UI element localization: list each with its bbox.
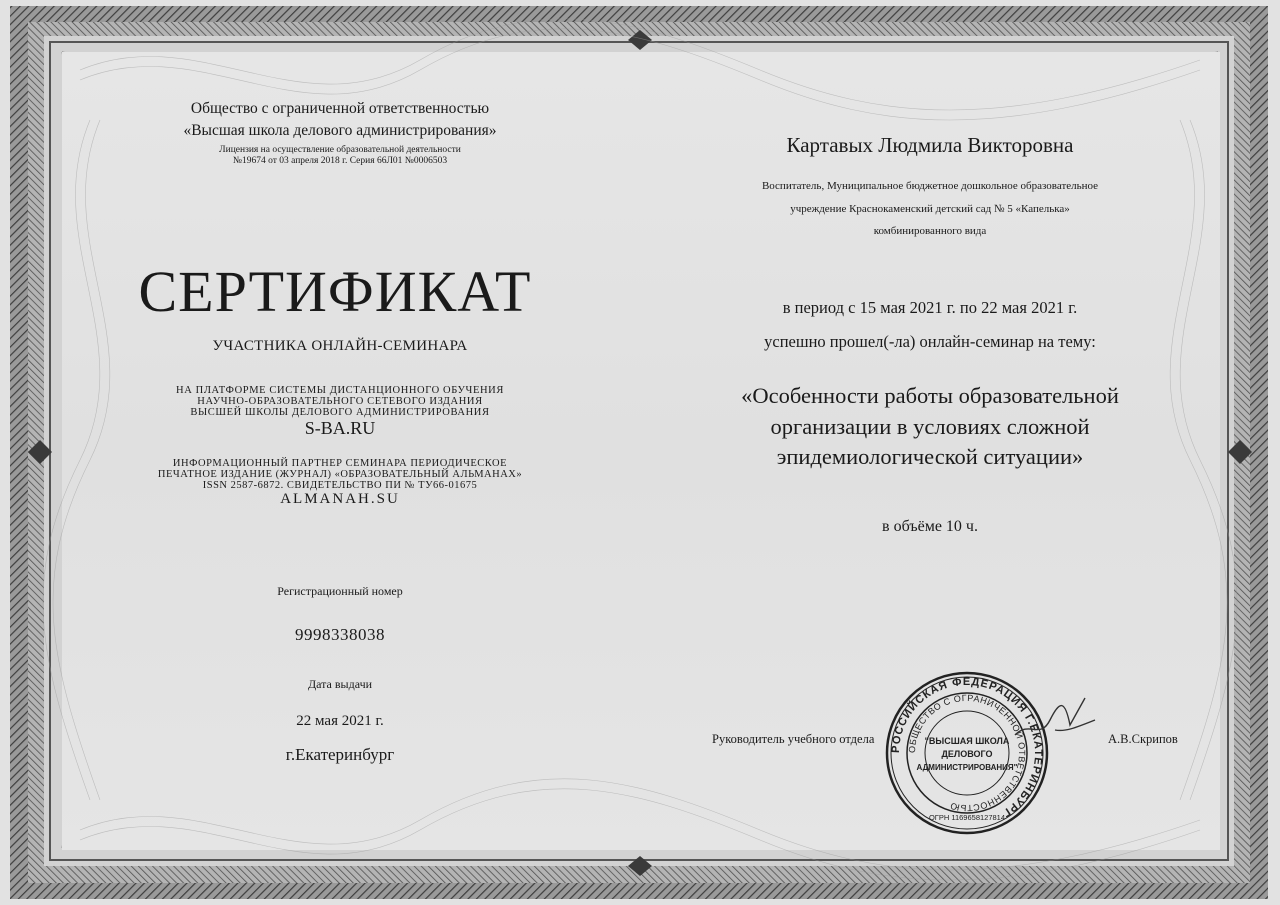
stamp-center-line-2: ДЕЛОВОГО (941, 749, 993, 759)
signatory-name: А.В.Скрипов (1108, 732, 1178, 746)
stamp-ogrn: ОГРН 1169658127814 (928, 813, 1006, 822)
registration-number: 9998338038 (295, 625, 385, 644)
recipient-position-line-3: комбинированного вида (873, 225, 987, 237)
issuer-line-1: Общество с ограниченной ответственностью (190, 100, 490, 117)
stamp-center-line-3: АДМИНИСТРИРОВАНИЯ" (916, 763, 1018, 772)
partner-site: ALMANAH.SU (280, 491, 400, 507)
seminar-theme-line-2: организации в условиях сложной (770, 414, 1090, 439)
seminar-theme-line-3: эпидемиологической ситуации» (776, 444, 1084, 469)
issue-date-label: Дата выдачи (307, 677, 373, 691)
platform-line-1: НА ПЛАТФОРМЕ СИСТЕМЫ ДИСТАНЦИОННОГО ОБУЧЕНИЯ (176, 385, 504, 396)
seminar-theme-line-1: «Особенности работы образовательной (741, 383, 1119, 408)
issuer-line-2: «Высшая школа делового администрирования» (183, 122, 497, 139)
partner-line-2: ПЕЧАТНОЕ ИЗДАНИЕ (ЖУРНАЛ) «ОБРАЗОВАТЕЛЬНЫЙ АЛЬМАНАХ» (157, 469, 523, 480)
registration-label: Регистрационный номер (277, 584, 403, 598)
certificate-subtitle: УЧАСТНИКА ОНЛАЙН-СЕМИНАРА (212, 338, 468, 354)
issue-city: г.Екатеринбург (285, 745, 395, 764)
platform-line-3: ВЫСШЕЙ ШКОЛЫ ДЕЛОВОГО АДМИНИСТРИРОВАНИЯ (190, 407, 490, 418)
stamp-center-line-1: "ВЫСШАЯ ШКОЛА (924, 736, 1010, 746)
recipient-position-line-2: учреждение Краснокаменский детский сад № 5 «Капелька» (790, 203, 1070, 215)
stamp-inner-text: ОБЩЕСТВО С ОГРАНИЧЕННОЙ ОТВЕТСТВЕННОСТЬЮ (906, 692, 1028, 814)
license-line-1: Лицензия на осуществление образовательной деятельности (219, 145, 461, 155)
seminar-passed-text: успешно прошел(-ла) онлайн-семинар на тему: (764, 332, 1096, 351)
partner-line-1: ИНФОРМАЦИОННЫЙ ПАРТНЕР СЕМИНАРА ПЕРИОДИЧЕСКОЕ (172, 458, 508, 469)
recipient-name: Картавых Людмила Викторовна (786, 133, 1074, 157)
stamp-outer-text: РОССИЙСКАЯ ФЕДЕРАЦИЯ Г.ЕКАТЕРИНБУРГ (889, 675, 1045, 820)
platform-site: S-BA.RU (304, 418, 376, 438)
platform-line-2: НАУЧНО-ОБРАЗОВАТЕЛЬНОГО СЕТЕВОГО ИЗДАНИЯ (197, 396, 483, 407)
issue-date: 22 мая 2021 г. (296, 713, 384, 729)
seminar-volume: в объёме 10 ч. (882, 518, 978, 535)
certificate-title: СЕРТИФИКАТ (138, 259, 532, 324)
seminar-period: в период с 15 мая 2021 г. по 22 мая 2021 г. (782, 298, 1078, 317)
handwritten-signature (1010, 690, 1100, 750)
recipient-position-line-1: Воспитатель, Муниципальное бюджетное дошкольное образовательное (761, 180, 1099, 192)
signatory-title: Руководитель учебного отдела (712, 732, 875, 746)
partner-line-3: ISSN 2587-6872. СВИДЕТЕЛЬСТВО ПИ № ТУ66-01675 (202, 480, 478, 491)
license-line-2: №19674 от 03 апреля 2018 г. Серия 66Л01 №0006503 (232, 156, 448, 166)
